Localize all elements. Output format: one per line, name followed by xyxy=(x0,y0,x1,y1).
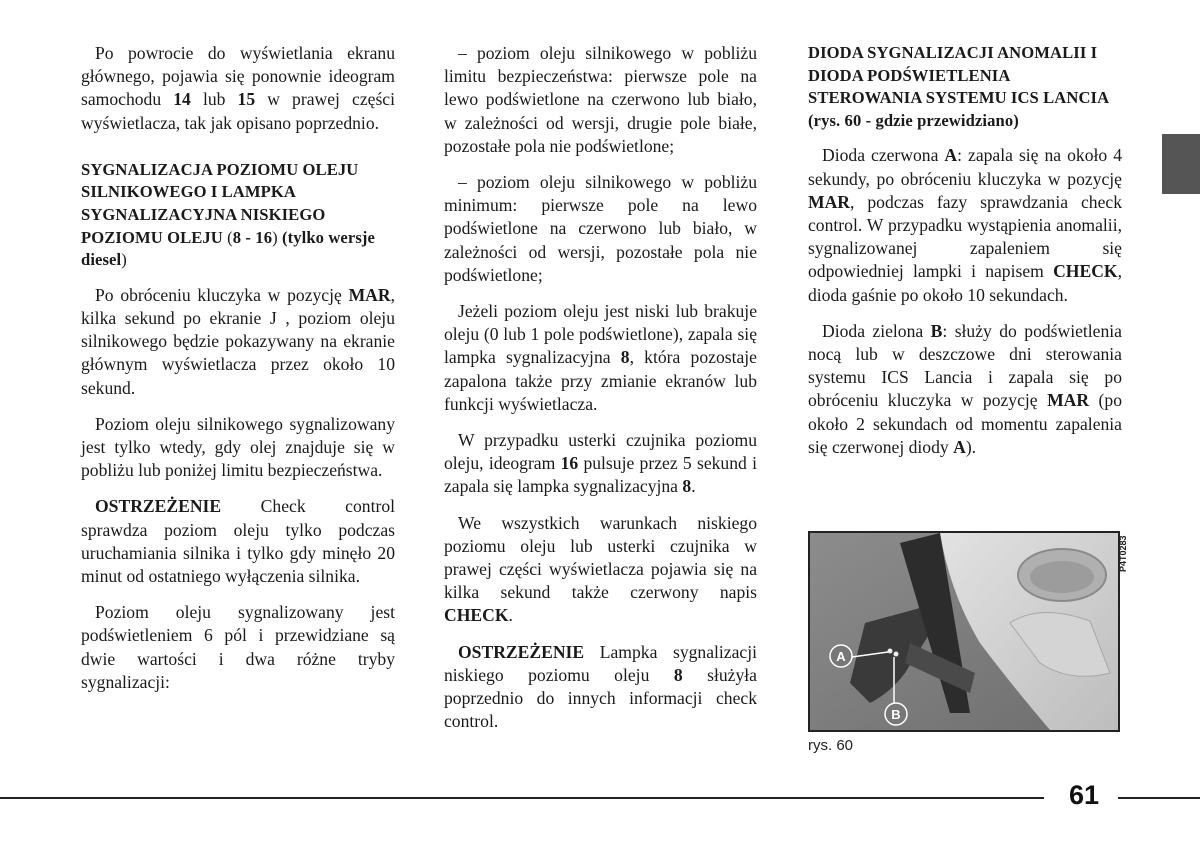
section-heading-oil-level: SYGNALIZACJA POZIOMU OLEJU SILNIKOWEGO I LAMPKA SYGNALIZACYJNA NISKIEGO POZIOMU OLEJU (8 - 16) (tylko wersje diesel) xyxy=(81,159,375,270)
page-number: 61 xyxy=(1068,780,1100,810)
figure-label-a: A xyxy=(836,649,846,664)
paragraph-return-display: Po powrocie do wyświetlania ekranu głównego, pojawia się ponownie ideogram samochodu 14 lub 15 w prawej części wyświetlacza, tak jak opisano poprzednio. xyxy=(81,43,395,133)
figure-code: P4T0283 xyxy=(1118,535,1128,572)
footer-rule-left xyxy=(0,797,1044,799)
figure-label-b: B xyxy=(891,707,901,722)
section-heading-diode: DIODA SYGNALIZACJI ANOMALII I DIODA PODŚWIETLENIA STEROWANIA SYSTEMU ICS LANCIA (rys. 60 - gdzie przewidziano) xyxy=(808,43,1110,130)
column-left xyxy=(81,42,395,707)
paragraph-key-mar: Po obróceniu kluczyka w pozycję MAR, kilka sekund po ekranie J , poziom oleju silnikowego będzie pokazywany na ekranie głównym wyświetlacza przez około 10 sekund. xyxy=(81,284,395,398)
paragraph-minimum: – poziom oleju silnikowego w pobliżu minimum: pierwsze pole na lewo podświetlone na czerwono lub biało, w zależności od wersji, pozostałe pola nie podświetlone; xyxy=(444,172,757,285)
figure-diode-photo xyxy=(808,531,1120,732)
paragraph-warning-lamp: OSTRZEŻENIE Lampka sygnalizacji niskiego poziomu oleju 8 służyła poprzednio do innych informacji check control. xyxy=(444,641,757,732)
paragraph-sensor-fault: W przypadku usterki czujnika poziomu oleju, ideogram 16 pulsuje przez 5 sekund i zapala się lampka sygnalizacyjna 8. xyxy=(444,430,757,497)
paragraph-six-fields: Poziom oleju sygnalizowany jest podświetleniem 6 pól i przewidziane są dwie wartości i dwa różne tryby sygnalizacji: xyxy=(81,602,395,692)
figure-caption: rys. 60 xyxy=(808,737,854,754)
paragraph-red-diode: Dioda czerwona A: zapala się na około 4 sekundy, po obróceniu kluczyka w pozycję MAR, podczas fazy sprawdzania check control. W przypadku wystąpienia anomalii, sygnalizowanej zapaleniem się odpowiedniej lampki i napisem CHECK, dioda gaśnie po około 10 sekundach. xyxy=(808,145,1122,305)
column-middle xyxy=(444,42,757,746)
paragraph-oil-signalled: Poziom oleju silnikowego sygnalizowany jest tylko wtedy, gdy olej znajduje się w pobliżu lub poniżej limitu bezpieczeństwa. xyxy=(81,413,395,481)
paragraph-safety-limit: – poziom oleju silnikowego w pobliżu limitu bezpieczeństwa: pierwsze pole na lewo podświetlone na czerwono lub biało, w zależności od wersji, drugie pole białe, pozostałe pola nie podświetlone; xyxy=(444,43,757,156)
footer-rule-right xyxy=(1118,797,1200,799)
column-right xyxy=(808,42,1122,472)
paragraph-warning-check-control: OSTRZEŻENIE Check control sprawdza poziom oleju tylko podczas uruchamiania silnika i tylko gdy minęło 20 minut od ostatniego wyłączenia silnika. xyxy=(81,496,395,587)
dashboard-illustration xyxy=(810,533,1118,730)
section-tab-marker xyxy=(1162,134,1200,194)
paragraph-green-diode: Dioda zielona B: służy do podświetlenia nocą lub w deszczowe dni sterowania systemu ICS Lancia i zapala się po obróceniu kluczyka w pozycję MAR (po około 2 sekundach od momentu zapalenia się czerwonej diody A). xyxy=(808,320,1122,457)
paragraph-check-message: We wszystkich warunkach niskiego poziomu oleju lub usterki czujnika w prawej części wyświetlacza pojawia się na kilka sekund także czerwony napis CHECK. xyxy=(444,512,757,626)
paragraph-low-oil: Jeżeli poziom oleju jest niski lub brakuje oleju (0 lub 1 pole podświetlone), zapala się lampka sygnalizacyjna 8, która pozostaje zapalona także przy zmianie ekranów lub funkcji wyświetlacza. xyxy=(444,301,757,414)
